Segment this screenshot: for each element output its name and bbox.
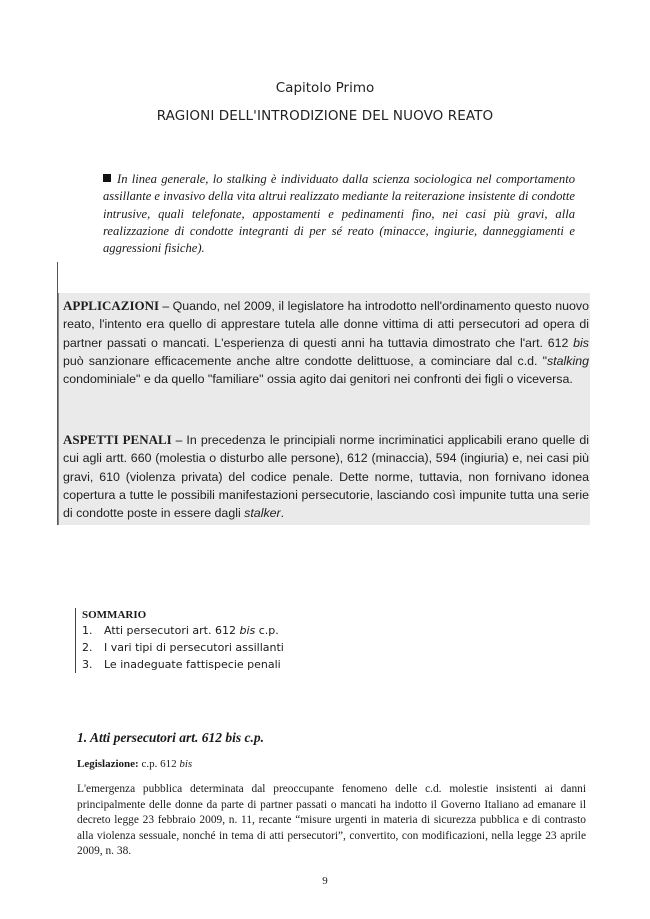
summary-item-em: bis <box>239 624 256 637</box>
summary-item-number: 2. <box>82 641 93 654</box>
section-title: 1. Atti persecutori art. 612 bis c.p. <box>77 730 265 745</box>
legislation-label: Legislazione: <box>77 758 139 770</box>
applicazioni-stalking: stalking <box>546 353 589 368</box>
applicazioni-heading: APPLICAZIONI – <box>63 298 169 313</box>
section-body: L'emergenza pubblica determinata dal preoccupante fenomeno delle c.d. molestie insistenti ai danni principalmente delle donne da parte di partner passati o mancati ha indotto il Governo Italiano ad emanare il decreto legge 23 febbraio 2009, n. 11, recante “misure urgenti in materia di sicurezza pubblica e di contrasto alla violenza sessuale, nonché in tema di atti persecutori”, convertito, con modificazioni, nella legge 23 aprile 2009, n. 38. <box>77 783 586 857</box>
aspetti-penali-stalker: stalker <box>244 506 281 521</box>
page-number: 9 <box>322 875 328 887</box>
applicazioni-paragraph <box>63 297 589 388</box>
chapter-title: RAGIONI DELL'INTRODIZIONE DEL NUOVO REATO <box>156 108 494 124</box>
legislation-line <box>77 758 192 770</box>
aspetti-penali-heading: ASPETTI PENALI – <box>63 432 183 447</box>
chapter-label: Capitolo Primo <box>275 80 375 96</box>
aspetti-penali-paragraph <box>63 431 589 522</box>
summary-box <box>75 608 382 673</box>
applicazioni-text: Quando, nel 2009, il legislatore ha introdotto nell'ordinamento questo nuovo reato, l'intento era quello di apprestare tutela alle donne vittima di atti persecutori ad opera di partner passati o mancati. L'esperienza di questi anni ha tuttavia dimostrato che l'art. 612 <box>63 299 589 350</box>
intro-text: In linea generale, lo stalking è individuato dalla scienza sociologica nel comportamento assillante e invasivo della vita altrui realizzato mediante la reiterazione insistente di condotte intrusive, quali telefonate, appostamenti e pedinamenti fino, nei casi più gravi, alla realizzazione di condotte integranti di per sé reato (minacce, ingiurie, danneggiamenti e aggressioni fisiche). <box>103 172 575 256</box>
summary-item[interactable] <box>82 639 382 656</box>
legislation-value: c.p. 612 <box>138 758 180 770</box>
summary-item-text: I vari tipi di persecutori assillanti <box>104 641 284 654</box>
aspetti-penali-text: . <box>280 506 285 521</box>
summary-item-number: 3. <box>82 658 93 671</box>
intro-paragraph <box>103 171 575 257</box>
summary-heading: SOMMARIO <box>82 609 147 621</box>
applicazioni-text: condominiale" e da quello "familiare" ossia agito dai genitori nei confronti dei figli o viceversa. <box>63 372 573 387</box>
summary-item[interactable] <box>82 622 382 639</box>
applicazioni-bis: bis <box>573 335 589 350</box>
summary-item[interactable] <box>82 656 382 673</box>
black-square-bullet-icon <box>103 174 111 182</box>
summary-item-text: c.p. <box>255 624 279 637</box>
summary-item-text: Le inadeguate fattispecie penali <box>104 658 281 671</box>
aspetti-penali-text: In precedenza le principiali norme incriminatici applicabili erano quelle di cui agli artt. 660 (molestia o disturbo alle persone), 612 (minaccia), 594 (ingiuria) e, nei casi più gravi, 610 (violenza privata) del codice penale. Dette norme, tuttavia, non fornivano idonea copertura a tutte le possibili manifestazioni persecutorie, lasciando così impunite tutta una serie di condotte poste in essere dagli <box>63 433 590 521</box>
legislation-em: bis <box>179 758 193 770</box>
applicazioni-text: può sanzionare efficacemente anche altre condotte delittuose, a cominciare dal c.d. " <box>63 353 547 368</box>
summary-item-text: Atti persecutori art. 612 <box>104 624 240 637</box>
summary-list <box>82 622 382 673</box>
box-left-rule <box>58 293 59 525</box>
summary-item-number: 1. <box>82 624 93 637</box>
